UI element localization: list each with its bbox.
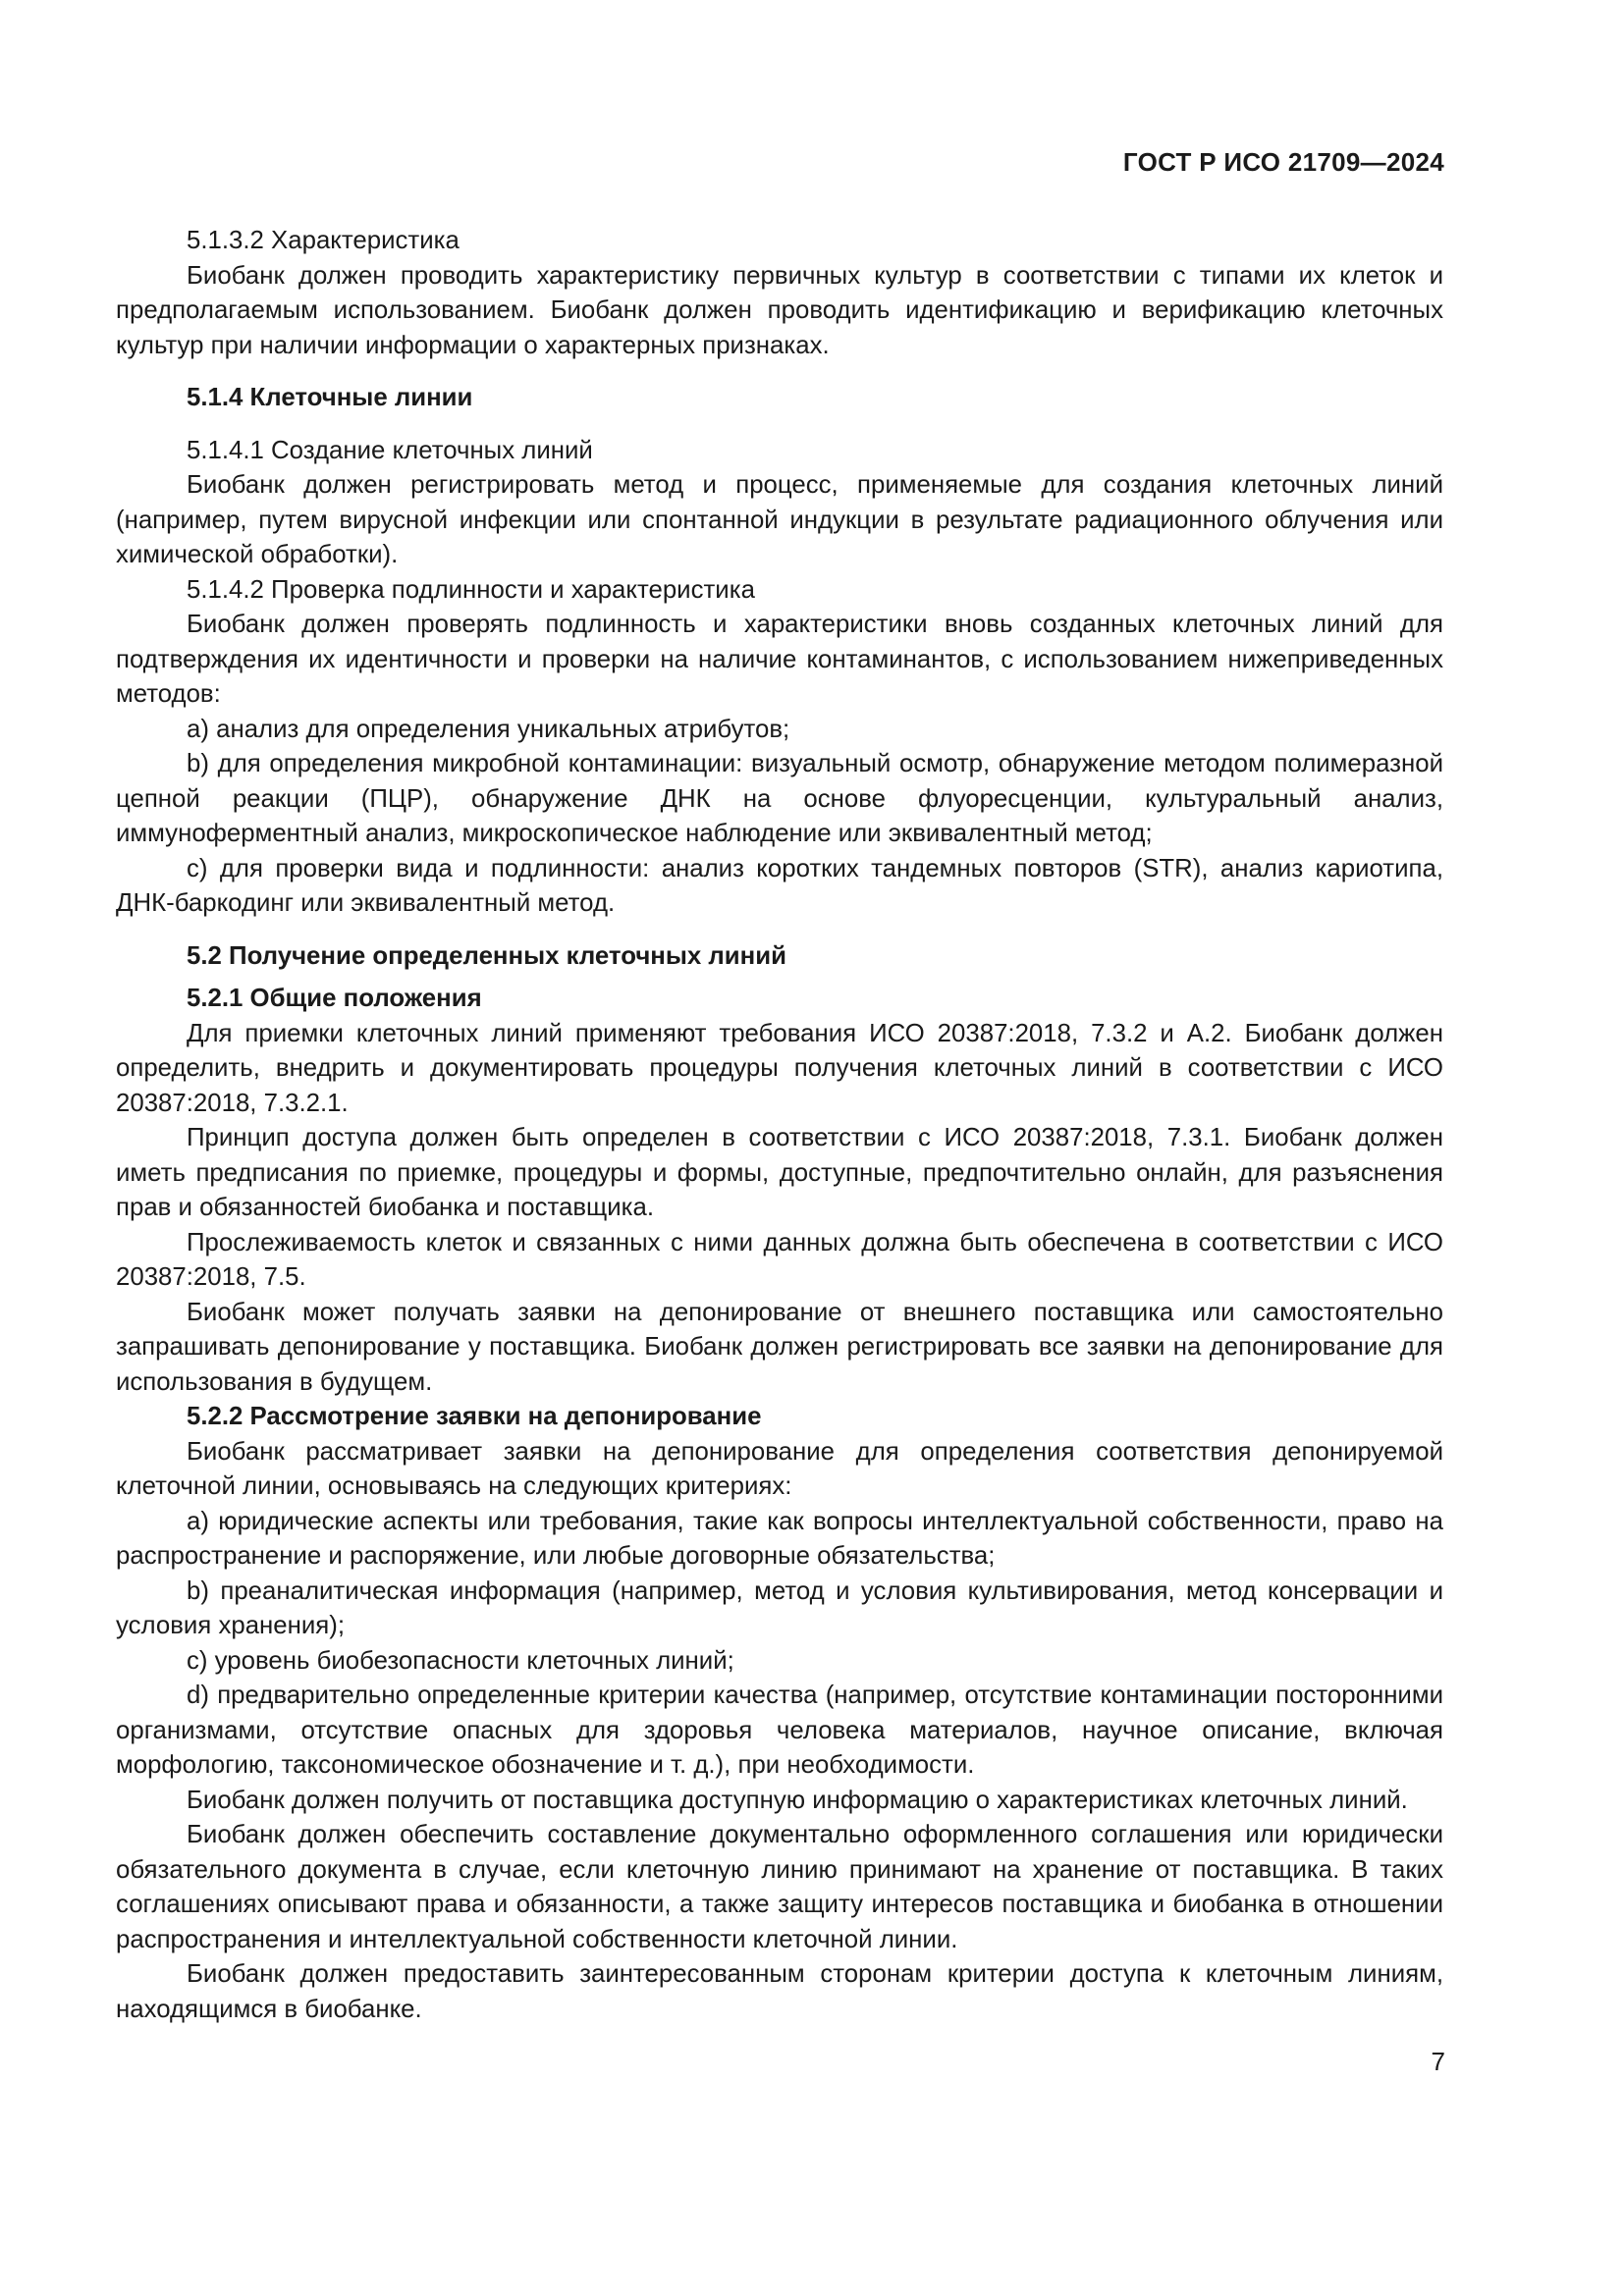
section-5-1-4-heading: 5.1.4 Клеточные линии [187,384,473,411]
list-item: a) анализ для определения уникальных атрибутов; [187,715,790,743]
list-item: b) преаналитическая информация (например, метод и условия культивирования, метод консервации и условия хранения); [116,1576,1443,1639]
section-5-2-1-paragraph: Для приемки клеточных линий применяют требования ИСО 20387:2018, 7.3.2 и А.2. Биобанк должен определить, внедрить и документировать процедуры получения клеточных линий в соответствии с ИСО 20387:2018, 7.3.2.1. [116,1019,1443,1117]
section-5-2-heading: 5.2 Получение определенных клеточных линий [187,941,786,970]
section-5-1-4-1-paragraph: Биобанк должен регистрировать метод и процесс, применяемые для создания клеточных линий (например, путем вирусной инфекции или спонтанной индукции в результате радиационного облучения или химической обработки). [116,471,1443,568]
list-item: b) для определения микробной контаминации: визуальный осмотр, обнаружение методом полимеразной цепной реакции (ПЦР), обнаружение ДНК на основе флуоресценции, культуральный анализ, иммуноферментный анализ, микроскопическое наблюдение или эквивалентный метод; [116,750,1443,847]
section-5-2-1-paragraph: Принцип доступа должен быть определен в соответствии с ИСО 20387:2018, 7.3.1. Биобанк должен иметь предписания по приемке, процедуры и формы, доступные, предпочтительно онлайн, для разъяснения прав и обязанностей биобанка и поставщика. [116,1124,1443,1221]
section-5-2-1-paragraph: Биобанк может получать заявки на депонирование от внешнего поставщика или самостоятельно запрашивать депонирование у поставщика. Биобанк должен регистрировать все заявки на депонирование для использования в будущем. [116,1298,1443,1396]
section-5-1-4-2-paragraph: Биобанк должен проверять подлинность и характеристики вновь созданных клеточных линий для подтверждения их идентичности и проверки на наличие контаминантов, с использованием нижеприведенных методов: [116,611,1443,708]
section-5-2-1-heading: 5.2.1 Общие положения [187,985,482,1012]
section-5-1-4-2-title: 5.1.4.2 Проверка подлинности и характеристика [187,575,755,604]
section-5-2-2-heading: 5.2.2 Рассмотрение заявки на депонирование [187,1403,762,1430]
section-5-1-4-1-title: 5.1.4.1 Создание клеточных линий [187,436,593,464]
section-5-1-3-2-paragraph: Биобанк должен проводить характеристику первичных культур в соответствии с типами их клеток и предполагаемым использованием. Биобанк должен проводить идентификацию и верификацию клеточных культур при наличии информации о характерных признаках. [116,261,1443,359]
list-item: c) для проверки вида и подлинности: анализ коротких тандемных повторов (STR), анализ кариотипа, ДНК-баркодинг или эквивалентный метод. [116,854,1443,917]
section-5-2-2-paragraph: Биобанк должен предоставить заинтересованным сторонам критерии доступа к клеточным линиям, находящимся в биобанке. [116,1960,1443,2023]
document-code-header: ГОСТ Р ИСО 21709—2024 [1122,147,1444,177]
section-5-1-3-2-title: 5.1.3.2 Характеристика [187,227,460,254]
list-item: d) предварительно определенные критерии качества (например, отсутствие контаминации посторонними организмами, отсутствие опасных для здоровья человека материалов, научное описание, включая морфологию, таксономическое обозначение и т. д.), при необходимости. [116,1682,1443,1779]
list-item: c) уровень биобезопасности клеточных линий; [187,1646,734,1675]
document-body [116,224,1443,2027]
page-number: 7 [1431,2047,1445,2076]
section-5-2-2-paragraph: Биобанк рассматривает заявки на депонирование для определения соответствия депонируемой клеточной линии, основываясь на следующих критериях: [116,1437,1443,1500]
section-5-2-2-paragraph: Биобанк должен получить от поставщика доступную информацию о характеристиках клеточных линий. [187,1786,1408,1814]
section-5-2-2-paragraph: Биобанк должен обеспечить составление документально оформленного соглашения или юридически обязательного документа в случае, если клеточную линию принимают на хранение от поставщика. В таких соглашениях описывают права и обязанности, а также защиту интересов поставщика и биобанка в отношении распространения и интеллектуальной собственности клеточной линии. [116,1821,1443,1953]
list-item: a) юридические аспекты или требования, такие как вопросы интеллектуальной собственности, право на распространение и распоряжение, или любые договорные обязательства; [116,1507,1443,1570]
section-5-2-1-paragraph: Прослеживаемость клеток и связанных с ними данных должна быть обеспечена в соответствии с ИСО 20387:2018, 7.5. [116,1228,1443,1291]
